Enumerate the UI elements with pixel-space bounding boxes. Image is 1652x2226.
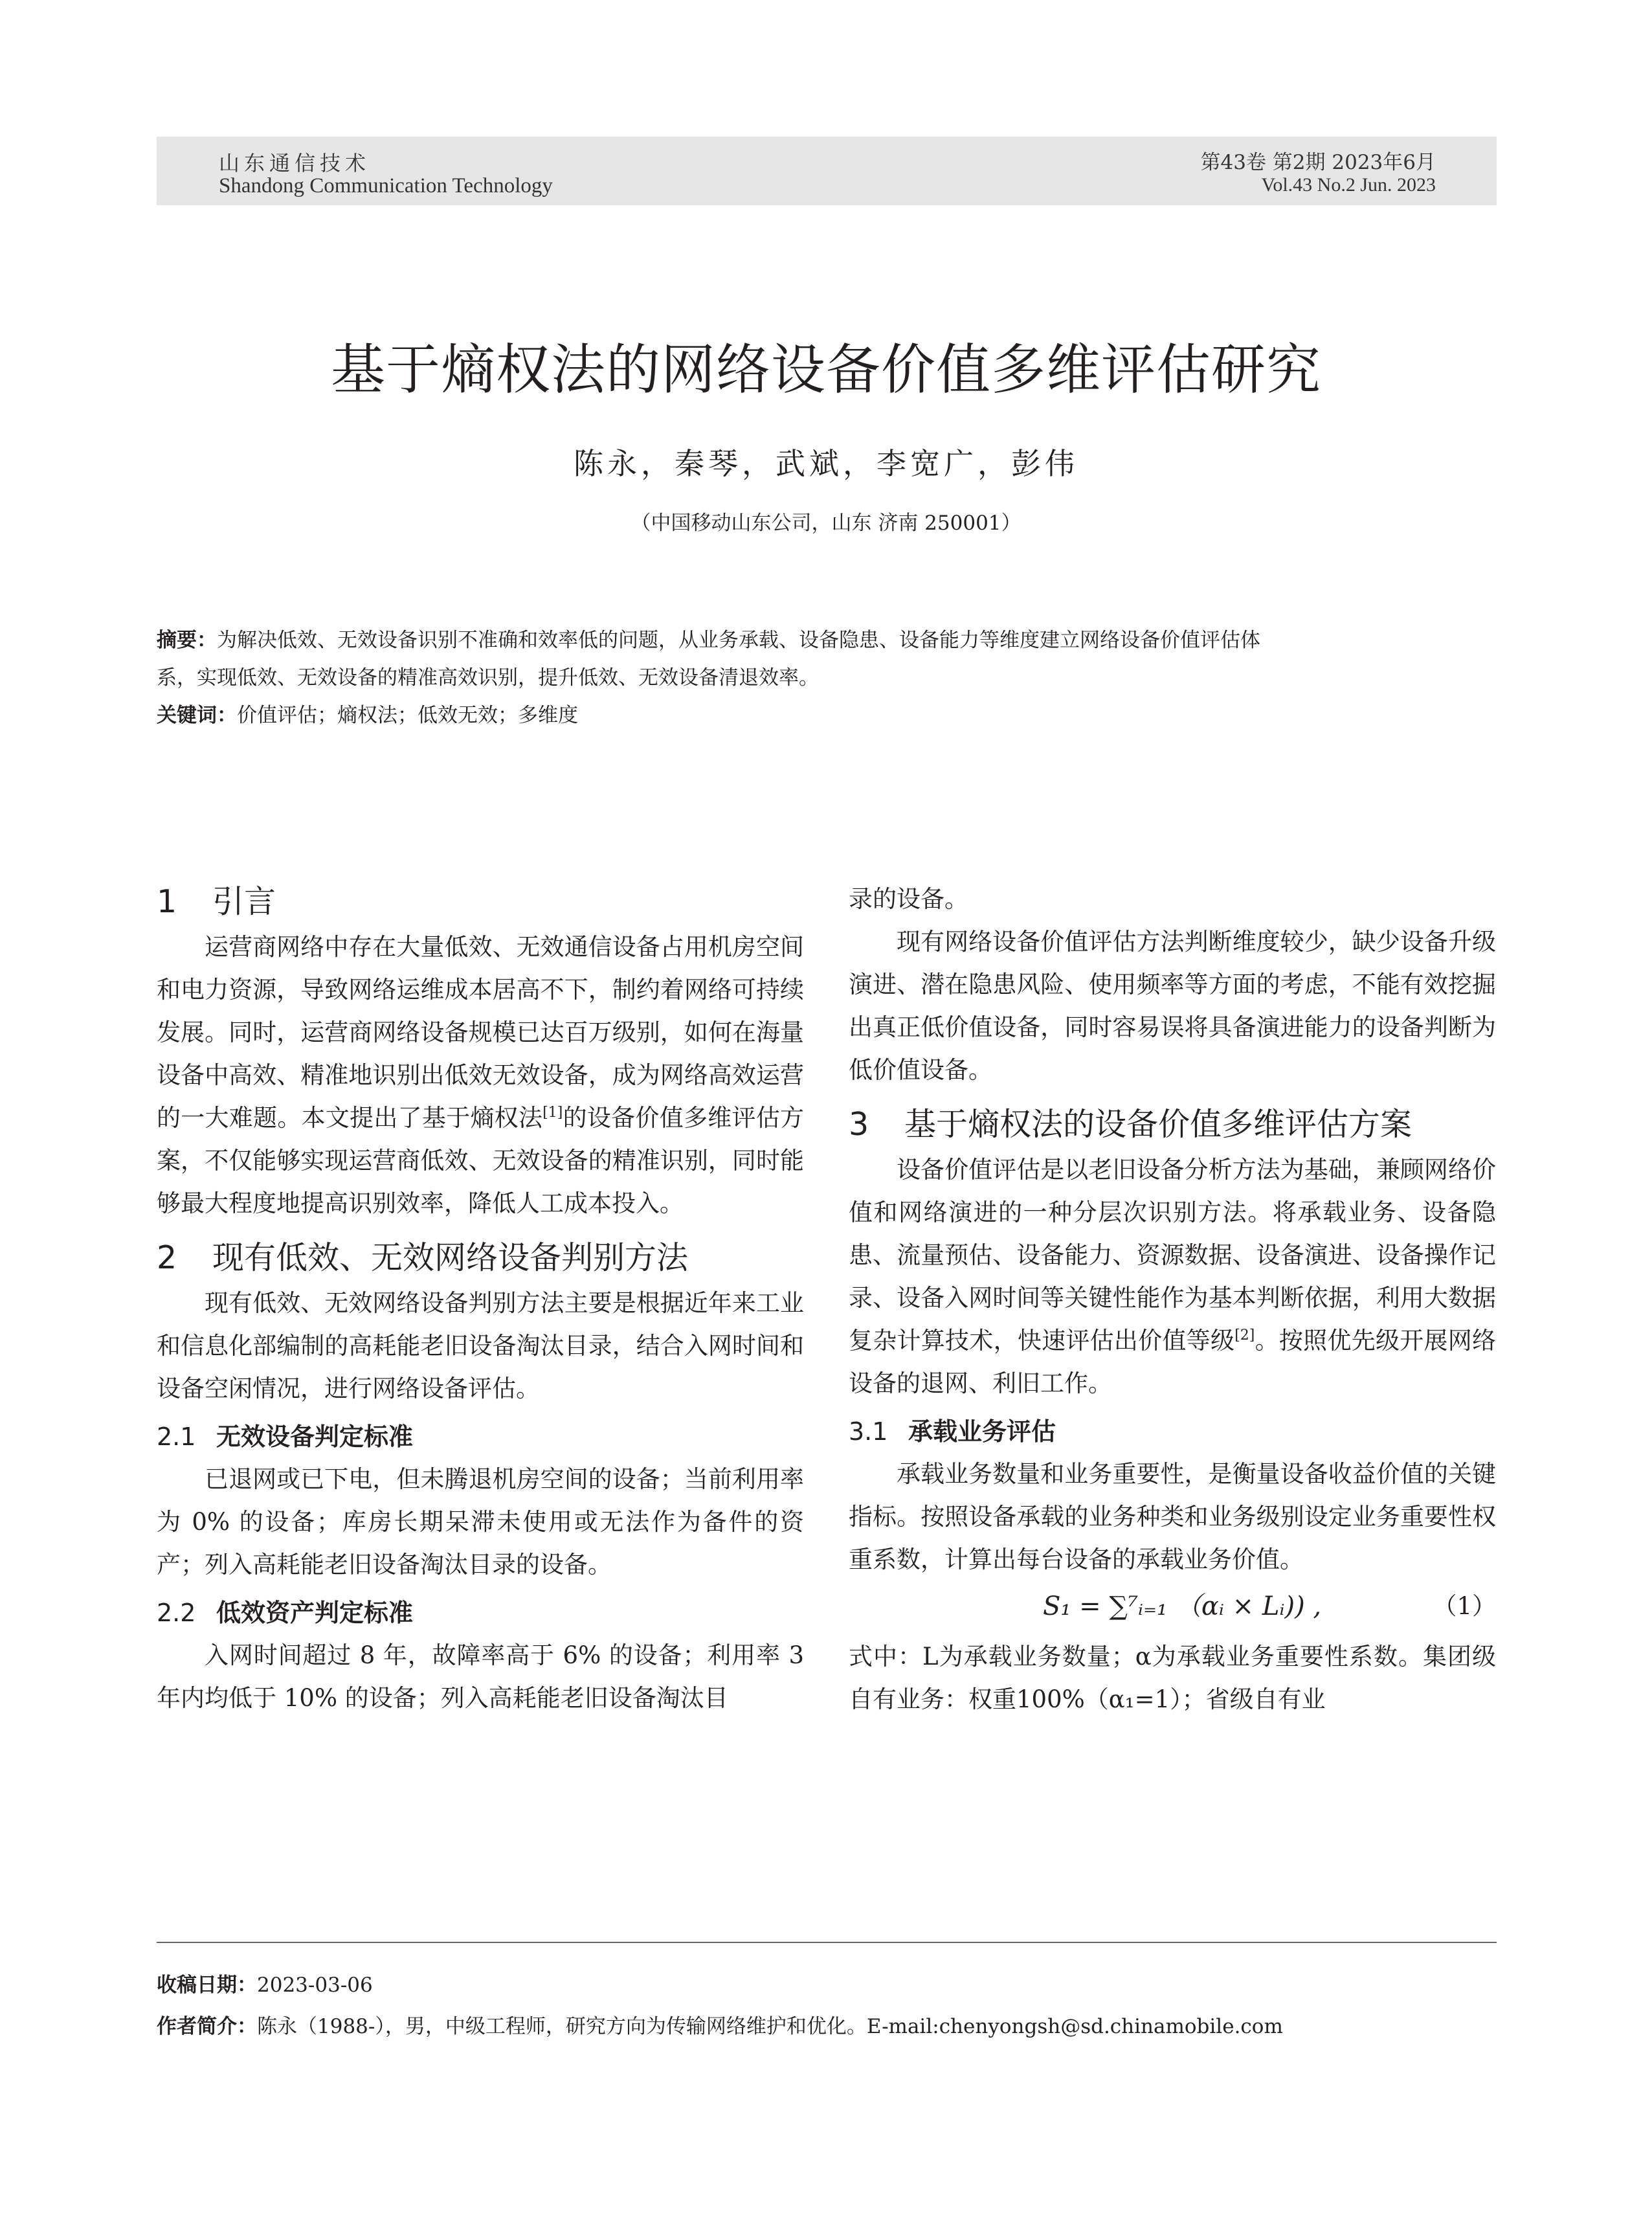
abstract-label: 摘要： [157,629,217,652]
right-column [849,878,1496,1721]
issue-info-en: Vol.43 No.2 Jun. 2023 [1261,174,1436,196]
keywords-label: 关键词： [157,704,237,727]
paragraph: 入网时间超过 8 年，故障率高于 6% 的设备；利用率 3 年内均低于 10% 的设备；列入高耗能老旧设备淘汰目 [157,1641,804,1712]
equation-1 [849,1581,1496,1636]
journal-name-cn: 山东通信技术 [219,151,371,175]
paragraph-continued: 录的设备。 [849,885,968,913]
paragraph: 现有低效、无效网络设备判别方法主要是根据近年来工业和信息化部编制的高耗能老旧设备淘汰目录，结合入网时间和设备空闲情况，进行网络设备评估。 [157,1289,804,1402]
paragraph: 承载业务数量和业务重要性，是衡量设备收益价值的关键指标。按照设备承载的业务种类和业务级别设定业务重要性权重系数，计算出每台设备的承载业务价值。 [849,1460,1496,1573]
journal-name-en: Shandong Communication Technology [219,174,553,197]
section-heading: 3 基于熵权法的设备价值多维评估方案 [849,1106,1412,1143]
affiliation: （中国移动山东公司，山东 济南 250001） [631,512,1021,535]
subsection-heading: 2.2 低效资产判定标准 [157,1599,414,1627]
abstract-line-1: 为解决低效、无效设备识别不准确和效率低的问题，从业务承载、设备隐患、设备能力等维度建立网络设备价值评估体 [217,629,1260,652]
footnote-divider [157,1942,1497,1943]
equation-number: （1） [1433,1592,1496,1620]
author-list: 陈永，秦琴，武斌，李宽广，彭伟 [574,446,1078,481]
paragraph: 现有网络设备价值评估方法判断维度较少，缺少设备升级演进、潜在隐患风险、使用频率等方面的考虑，不能有效挖掘出真正低价值设备，同时容易误将具备演进能力的设备判断为低价值设备。 [849,928,1496,1084]
section-heading: 2 现有低效、无效网络设备判别方法 [157,1239,689,1276]
left-column [157,878,804,1720]
equation-formula: S₁ = ∑⁷ᵢ₌₁ （αᵢ × Lᵢ)) , [1043,1591,1322,1621]
subsection-heading: 3.1 承载业务评估 [849,1417,1056,1446]
citation[interactable]: [2] [1234,1327,1255,1343]
keywords-text: 价值评估；熵权法；低效无效；多维度 [237,704,578,727]
abstract-line-2: 系，实现低效、无效设备的精准高效识别，提升低效、无效设备清退效率。 [157,666,819,690]
issue-info-cn: 第43卷 第2期 2023年6月 [1200,151,1436,174]
paper-title: 基于熵权法的网络设备价值多维评估研究 [330,338,1321,401]
abstract [157,622,1498,734]
section-heading: 1 引言 [157,883,276,920]
running-header [157,137,1497,205]
paragraph: 运营商网络中存在大量低效、无效通信设备占用机房空间和电力资源，导致网络运维成本居高不下，制约着网络可持续发展。同时，运营商网络设备规模已达百万级别，如何在海量设备中高效、精准地识别出低效无效设备，成为网络高效运营的一大难题。本文提出了基于熵权法[1]的设备价值多维评估方案，不仅能够实现运营商低效、无效设备的精准识别，同时能够最大程度地提高识别效率，降低人工成本投入。 [157,933,805,1217]
paragraph: 已退网或已下电，但未腾退机房空间的设备；当前利用率为 0% 的设备；库房长期呆滞未使用或无法作为备件的资产；列入高耗能老旧设备淘汰目录的设备。 [157,1465,804,1579]
citation[interactable]: [1] [542,1105,563,1121]
paragraph: 设备价值评估是以老旧设备分析方法为基础，兼顾网络价值和网络演进的一种分层次识别方法。将承载业务、设备隐患、流量预估、设备能力、资源数据、设备演进、设备操作记录、设备入网时间等关键性能作为基本判断依据，利用大数据复杂计算技术，快速评估出价值等级[2]。按照优先级开展网络设备的退网、利旧工作。 [849,1156,1497,1397]
paragraph: 式中：L为承载业务数量；α为承载业务重要性系数。集团级自有业务：权重100%（α₁=1）；省级自有业 [849,1643,1496,1713]
received-date: 收稿日期：2023-03-06 [157,1973,373,1997]
author-bio: 作者简介：陈永（1988-），男，中级工程师，研究方向为传输网络维护和优化。E-mail:chenyongsh@sd.chinamobile.com [157,2015,1283,2038]
subsection-heading: 2.1 无效设备判定标准 [157,1422,414,1451]
